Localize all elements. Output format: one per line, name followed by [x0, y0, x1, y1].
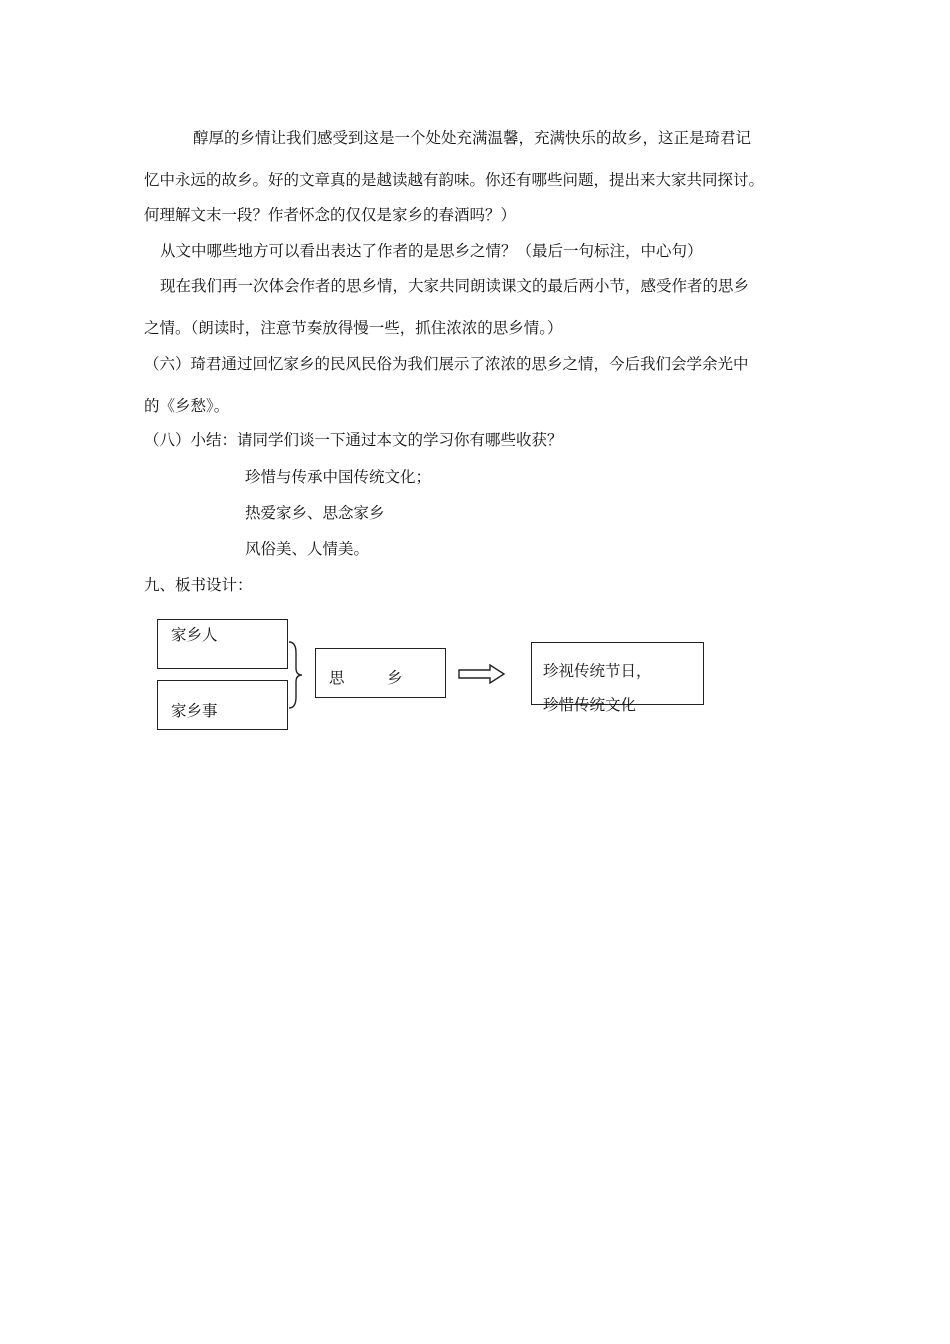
paragraph-6: 之情。（朗读时，注意节奏放得慢一些，抓住浓浓的思乡情。）: [144, 319, 563, 337]
box-homesickness: [315, 648, 446, 698]
result-line-2: 珍惜传统文化: [543, 696, 637, 714]
paragraph-5: 现在我们再一次体会作者的思乡情，大家共同朗读课文的最后两小节，感受作者的思乡: [160, 277, 750, 295]
box-label-hometown-people: 家乡人: [171, 626, 218, 644]
paragraph-8: 的《乡愁》。: [144, 397, 230, 415]
box-label-homesickness-left: 思: [329, 669, 345, 687]
paragraph-2: 忆中永远的故乡。好的文章真的是越读越有韵味。你还有哪些问题，提出来大家共同探讨。: [144, 171, 765, 189]
paragraph-3: 何理解文末一段？作者怀念的仅仅是家乡的春酒吗？）: [144, 206, 517, 224]
summary-item-1: 珍惜与传承中国传统文化；: [245, 468, 432, 486]
paragraph-4: 从文中哪些地方可以看出表达了作者的是思乡之情？（最后一句标注，中心句）: [160, 242, 703, 260]
result-line-1: 珍视传统节日，: [543, 662, 652, 680]
box-label-homesickness-right: 乡: [387, 669, 403, 687]
right-arrow-icon: [458, 664, 506, 684]
paragraph-1: 醇厚的乡情让我们感受到这是一个处处充满温馨，充满快乐的故乡，这正是琦君记: [193, 129, 752, 147]
paragraph-7: （六）琦君通过回忆家乡的民风民俗为我们展示了浓浓的思乡之情，今后我们会学余光中: [144, 355, 749, 373]
box-hometown-people: [157, 619, 288, 669]
summary-item-2: 热爱家乡、思念家乡: [245, 504, 385, 522]
summary-item-3: 风俗美、人情美。: [245, 540, 370, 558]
box-hometown-events: [157, 680, 288, 730]
brace-connector: [287, 640, 307, 710]
box-label-hometown-events: 家乡事: [171, 702, 218, 720]
board-design-heading: 九、板书设计：: [144, 576, 253, 594]
summary-heading: （八）小结：请同学们谈一下通过本文的学习你有哪些收获？: [144, 431, 563, 449]
